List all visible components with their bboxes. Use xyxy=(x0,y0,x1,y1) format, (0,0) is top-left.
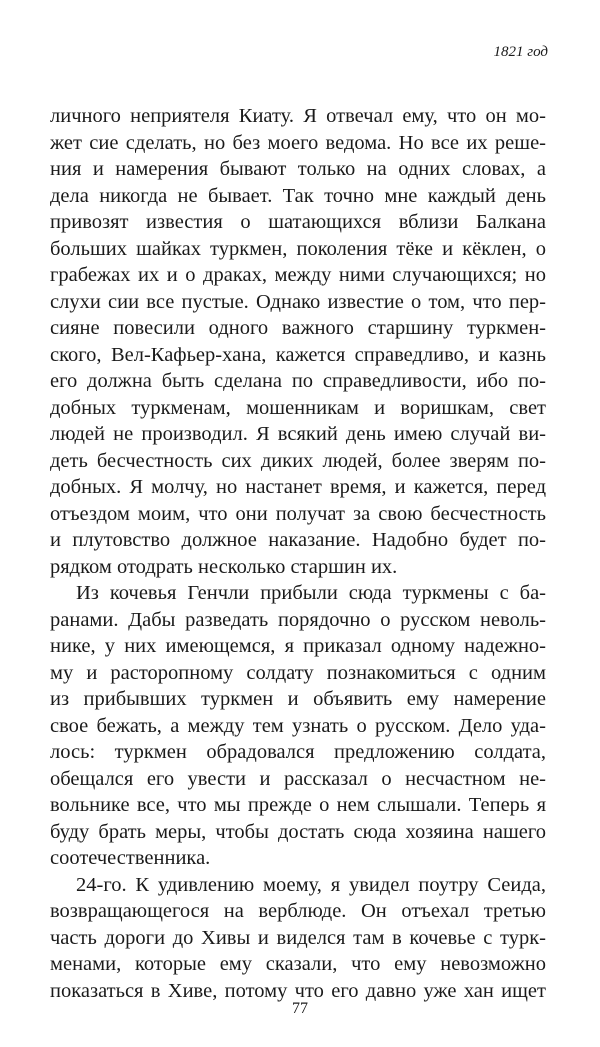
text-line: личного неприятеля Киату. Я отвечал ему, что он мо- xyxy=(50,105,546,127)
text-line: нике, у них имеющемся, я приказал одному надежно- xyxy=(50,635,546,657)
running-head: 1821 год xyxy=(493,44,548,60)
text-line: соотечественника. xyxy=(50,847,211,869)
text-line: отъездом моим, что они получат за свою бесчестность xyxy=(50,502,546,525)
text-line: его должна быть сделана по справедливости, ибо по- xyxy=(50,370,546,392)
text-line: слухи сии все пустые. Однако известие о том, что пер- xyxy=(50,290,546,313)
text-line: больших шайках туркмен, поколения тёке и кёклен, о xyxy=(50,237,546,260)
paragraph-first-line: 24-го. К удивлению моему, я увидел поутру Сеида, xyxy=(76,873,546,896)
text-line: и плутовство должное наказание. Надобно будет по- xyxy=(50,529,546,551)
text-line: из прибывших туркмен и объявить ему намерение xyxy=(50,688,546,710)
text-line: ранами. Дабы разведать порядочно о русском неволь- xyxy=(50,608,546,631)
page-number: 77 xyxy=(292,1000,308,1017)
text-line: му и расторопному солдату познакомиться с одним xyxy=(50,661,546,684)
text-line: возвращающегося на верблюде. Он отъехал третью xyxy=(50,900,546,922)
text-line: вольнике все, что мы прежде о нем слышали. Теперь я xyxy=(50,794,546,816)
text-line: часть дороги до Хивы и виделся там в кочевье с турк- xyxy=(50,926,546,949)
text-line: ния и намерения бывают только на одних словах, а xyxy=(50,158,546,180)
text-line: рядком отодрать несколько старшин их. xyxy=(50,555,398,578)
text-line: буду брать меры, чтобы достать сюда хозяина нашего xyxy=(50,820,546,843)
text-line: добных туркменам, мошенникам и воришкам, свет xyxy=(50,396,546,419)
text-line: людей не производил. Я всякий день имею случай ви- xyxy=(50,423,546,445)
text-line: менами, которые ему сказали, что ему невозможно xyxy=(50,953,546,975)
text-line: лось: туркмен обрадовался предложению солдата, xyxy=(50,741,546,763)
text-line: ского, Вел-Кафьер-хана, кажется справедливо, и казнь xyxy=(50,343,546,366)
body-text xyxy=(50,103,546,1004)
text-line: добных. Я молчу, но настанет время, и кажется, перед xyxy=(50,476,546,498)
text-line: свое бежать, а между тем узнать о русском. Дело уда- xyxy=(50,714,546,737)
text-line: обещался его увести и рассказал о несчастном не- xyxy=(50,767,546,790)
text-line: показаться в Хиве, потому что его давно уже хан ищет xyxy=(50,979,546,1002)
text-line: жет сие сделать, но без моего ведома. Но все их реше- xyxy=(50,131,546,154)
paragraph-first-line: Из кочевья Генчли прибыли сюда туркмены с ба- xyxy=(76,582,546,604)
text-line: грабежах их и о драках, между ними случающихся; но xyxy=(50,264,546,286)
text-line: сияне повесили одного важного старшину туркмен- xyxy=(50,317,546,339)
text-line: деть бесчестность сих диких людей, более зверям по- xyxy=(50,449,546,472)
text-line: привозят известия о шатающихся вблизи Балкана xyxy=(50,211,546,233)
text-line: дела никогда не бывает. Так точно мне каждый день xyxy=(50,184,546,207)
